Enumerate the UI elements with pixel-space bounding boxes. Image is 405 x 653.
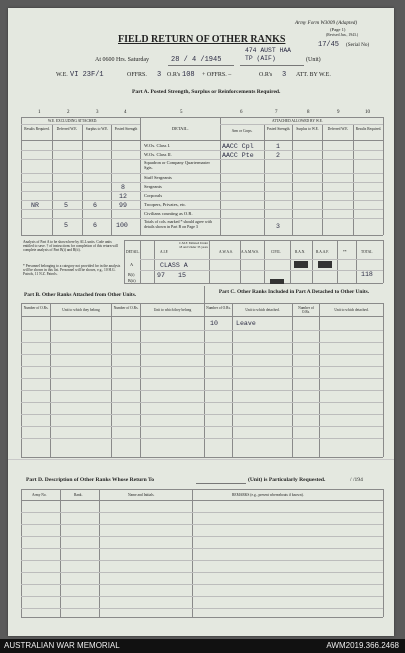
c-head-num: Number of O.Rs.: [206, 306, 231, 310]
we-excluding-header: W.E. EXCLUDING ATTACHED.: [48, 119, 98, 123]
at-time-label: At 0600 Hrs. Saturday: [95, 57, 149, 63]
c-head-unit: Unit to which detached.: [245, 308, 280, 312]
c-head-unit-2: Unit to which detached.: [334, 308, 369, 312]
c-entry-unit: Leave: [236, 320, 256, 327]
form-sheet: [8, 8, 394, 636]
analysis-head-raaf: R.A.A.F.: [316, 250, 329, 254]
redaction-mark: [270, 279, 284, 284]
attached-arm: AACC Cpl: [222, 143, 254, 150]
footer-accession: AWM2019.366.2468: [326, 641, 399, 650]
analysis-row-label: A: [130, 262, 134, 267]
analysis-row-label: B(i): [128, 272, 135, 277]
att-value: 3: [282, 71, 287, 79]
army-form-label: Army Form W3009 (Adapted): [295, 20, 358, 26]
analysis-note: Analysis of Part A to be shown here by ALL units. Code units entitled to save. † of instructions for completion of this return will complete analysis of Part B(i) and B(ii).: [23, 240, 119, 253]
col-num: 2: [67, 110, 70, 115]
row-nr-c1: NR: [31, 202, 39, 209]
we-label: W.E.: [56, 72, 68, 78]
detail-header: DETAIL.: [172, 126, 189, 131]
redaction-mark: [294, 261, 308, 268]
analysis-head-ran: R.A.N.: [295, 250, 306, 254]
c-entry-num: 10: [210, 320, 218, 327]
col-num: 9: [337, 110, 340, 115]
b-head-unit-2: Unit to which they belong: [153, 308, 192, 312]
col-head-arm: Arm or Corps.: [231, 129, 253, 133]
d-head-name: Name and Initials.: [128, 493, 155, 497]
archive-footer: [0, 639, 405, 653]
att-label: ATT. BY W.E.: [296, 72, 331, 78]
b-head-num-2: Number of O.Rs.: [113, 306, 139, 310]
posted-corporals: 12: [119, 193, 127, 200]
detail-row: Civilians counting as O.R.: [144, 211, 193, 216]
part-c-title: Part C. Other Ranks Included in Part A Detached to Other Units.: [218, 289, 370, 295]
analysis-head-other: **: [343, 250, 347, 254]
col-head-posted-att: Posted Strength.: [266, 127, 291, 131]
part-d-date: / /194: [350, 477, 363, 483]
analysis-head-awas: A.W.A.S.: [219, 250, 233, 254]
attached-posted: 2: [276, 152, 280, 159]
row-nr-c3: 6: [93, 202, 97, 209]
detail-row: Troopers, Privates, etc.: [144, 202, 187, 207]
col-head-surplus-att: Surplus to W.E.: [296, 127, 319, 131]
analysis-head-civil: CIVIL: [271, 250, 281, 254]
analysis-head-aamws: A.A.M.W.S.: [241, 250, 259, 254]
detail-row: W.Os. Class I.: [144, 143, 171, 148]
col-head-deferred: Deferred W.E.: [56, 127, 78, 131]
d-head-army-no: Army No.: [32, 493, 47, 497]
offrs-label: OFFRS.: [127, 72, 147, 78]
analysis-total-value: 118: [361, 271, 373, 278]
offrs-value: 3: [157, 71, 162, 79]
fold-line: [8, 459, 394, 460]
col-num: 8: [307, 110, 310, 115]
plus-offrs-label: + OFFRS. –: [202, 72, 232, 78]
total-c2: 5: [64, 222, 68, 229]
b-head-num: Number of O.Rs.: [23, 306, 49, 310]
detail-row: Corporals: [144, 193, 163, 198]
detail-row: W.Os. Class II.: [144, 152, 172, 157]
col-num: 6: [240, 110, 243, 115]
col-num: 10: [365, 110, 370, 115]
detail-row: Squadron or Company Quartermaster Sgts.: [144, 160, 210, 170]
analysis-class-a: CLASS A: [160, 262, 188, 269]
col-head-surplus: Surplus to W.E.: [85, 127, 109, 131]
b-head-unit: Unit to which they belong: [62, 308, 100, 312]
analysis-aif-value: 97: [157, 272, 165, 279]
form-title: FIELD RETURN OF OTHER RANKS: [118, 34, 286, 45]
redaction-mark: [318, 261, 332, 268]
revised-label: (Revised Jan., 1943.): [326, 33, 359, 37]
date-value: 28 / 4 /1945: [171, 56, 222, 64]
d-head-rank: Rank.: [74, 493, 83, 497]
attached-allowed-header: ATTACHED ALLOWED BY W.E.: [272, 119, 323, 123]
page-label: (Page 1): [330, 27, 346, 32]
col-head-results: Results Required.: [24, 127, 50, 131]
col-head-deferred-att: Deferred W.E.: [327, 127, 349, 131]
col-num: 4: [124, 110, 127, 115]
analysis-head-total: TOTAL: [361, 250, 373, 254]
d-head-remarks: REMARKS (e.g., present whereabouts if known).: [232, 493, 304, 497]
detail-row: Staff Sergeants: [144, 175, 172, 180]
col-num: 3: [96, 110, 99, 115]
col-num: 7: [275, 110, 278, 115]
part-b-title: Part B. Other Ranks Attached from Other Units.: [24, 292, 137, 298]
totals-note: Totals of cols. marked * should agree with details shown in Part B on Page 3: [144, 219, 212, 229]
serial-value: 17/45: [318, 41, 340, 49]
ors-label: O.R's: [167, 72, 181, 78]
attached-arm: AACC Pte: [222, 152, 254, 159]
unit-label: (Unit): [306, 57, 321, 63]
row-nr-c2: 5: [64, 202, 68, 209]
analysis-detail-label: DETAIL.: [126, 250, 140, 254]
total-c4: 100: [116, 222, 128, 229]
col-head-results-att: Results Required.: [355, 127, 382, 131]
part-d-mid: (Unit) is Particularly Requested.: [248, 477, 326, 483]
col-num: 5: [180, 110, 183, 115]
we-value: VI 23F/1: [70, 71, 104, 79]
total-c3: 6: [93, 222, 97, 229]
attached-posted: 1: [276, 143, 280, 150]
analysis-head-cmf: C.M.F. Enlisted Under 18 and Under 35 years: [179, 241, 208, 249]
unit-value: 474 AUST HAA TP (AIF): [245, 47, 292, 62]
posted-privates: 99: [119, 202, 127, 209]
detail-row: Sergeants: [144, 184, 162, 189]
ors2-label: O.R's: [259, 72, 273, 78]
total-c7: 3: [276, 223, 280, 230]
analysis-note-2: * Personnel belonging to a category not provided for in the analysis will be shown in this list. Personnel will be shown, e.g., 10 H.G. Patrols, 11 N.Z. Patrols.: [23, 264, 121, 277]
analysis-cmf-value: 15: [178, 272, 186, 279]
analysis-head-aif: A.I.F.: [160, 250, 169, 254]
c-head-num-2: Number of O.Rs.: [298, 306, 314, 315]
analysis-row-label: B(ii): [128, 278, 136, 283]
col-head-posted: Posted Strength: [114, 127, 138, 131]
footer-institution: AUSTRALIAN WAR MEMORIAL: [4, 641, 120, 650]
part-a-title: Part A. Posted Strength, Surplus or Reinforcements Required.: [132, 89, 281, 95]
col-num: 1: [38, 110, 41, 115]
serial-label: (Serial No): [346, 42, 370, 48]
ors-value: 108: [182, 71, 195, 79]
part-d-title: Part D. Description of Other Ranks Whose Return To: [26, 477, 154, 483]
posted-sergeants: 8: [121, 184, 125, 191]
